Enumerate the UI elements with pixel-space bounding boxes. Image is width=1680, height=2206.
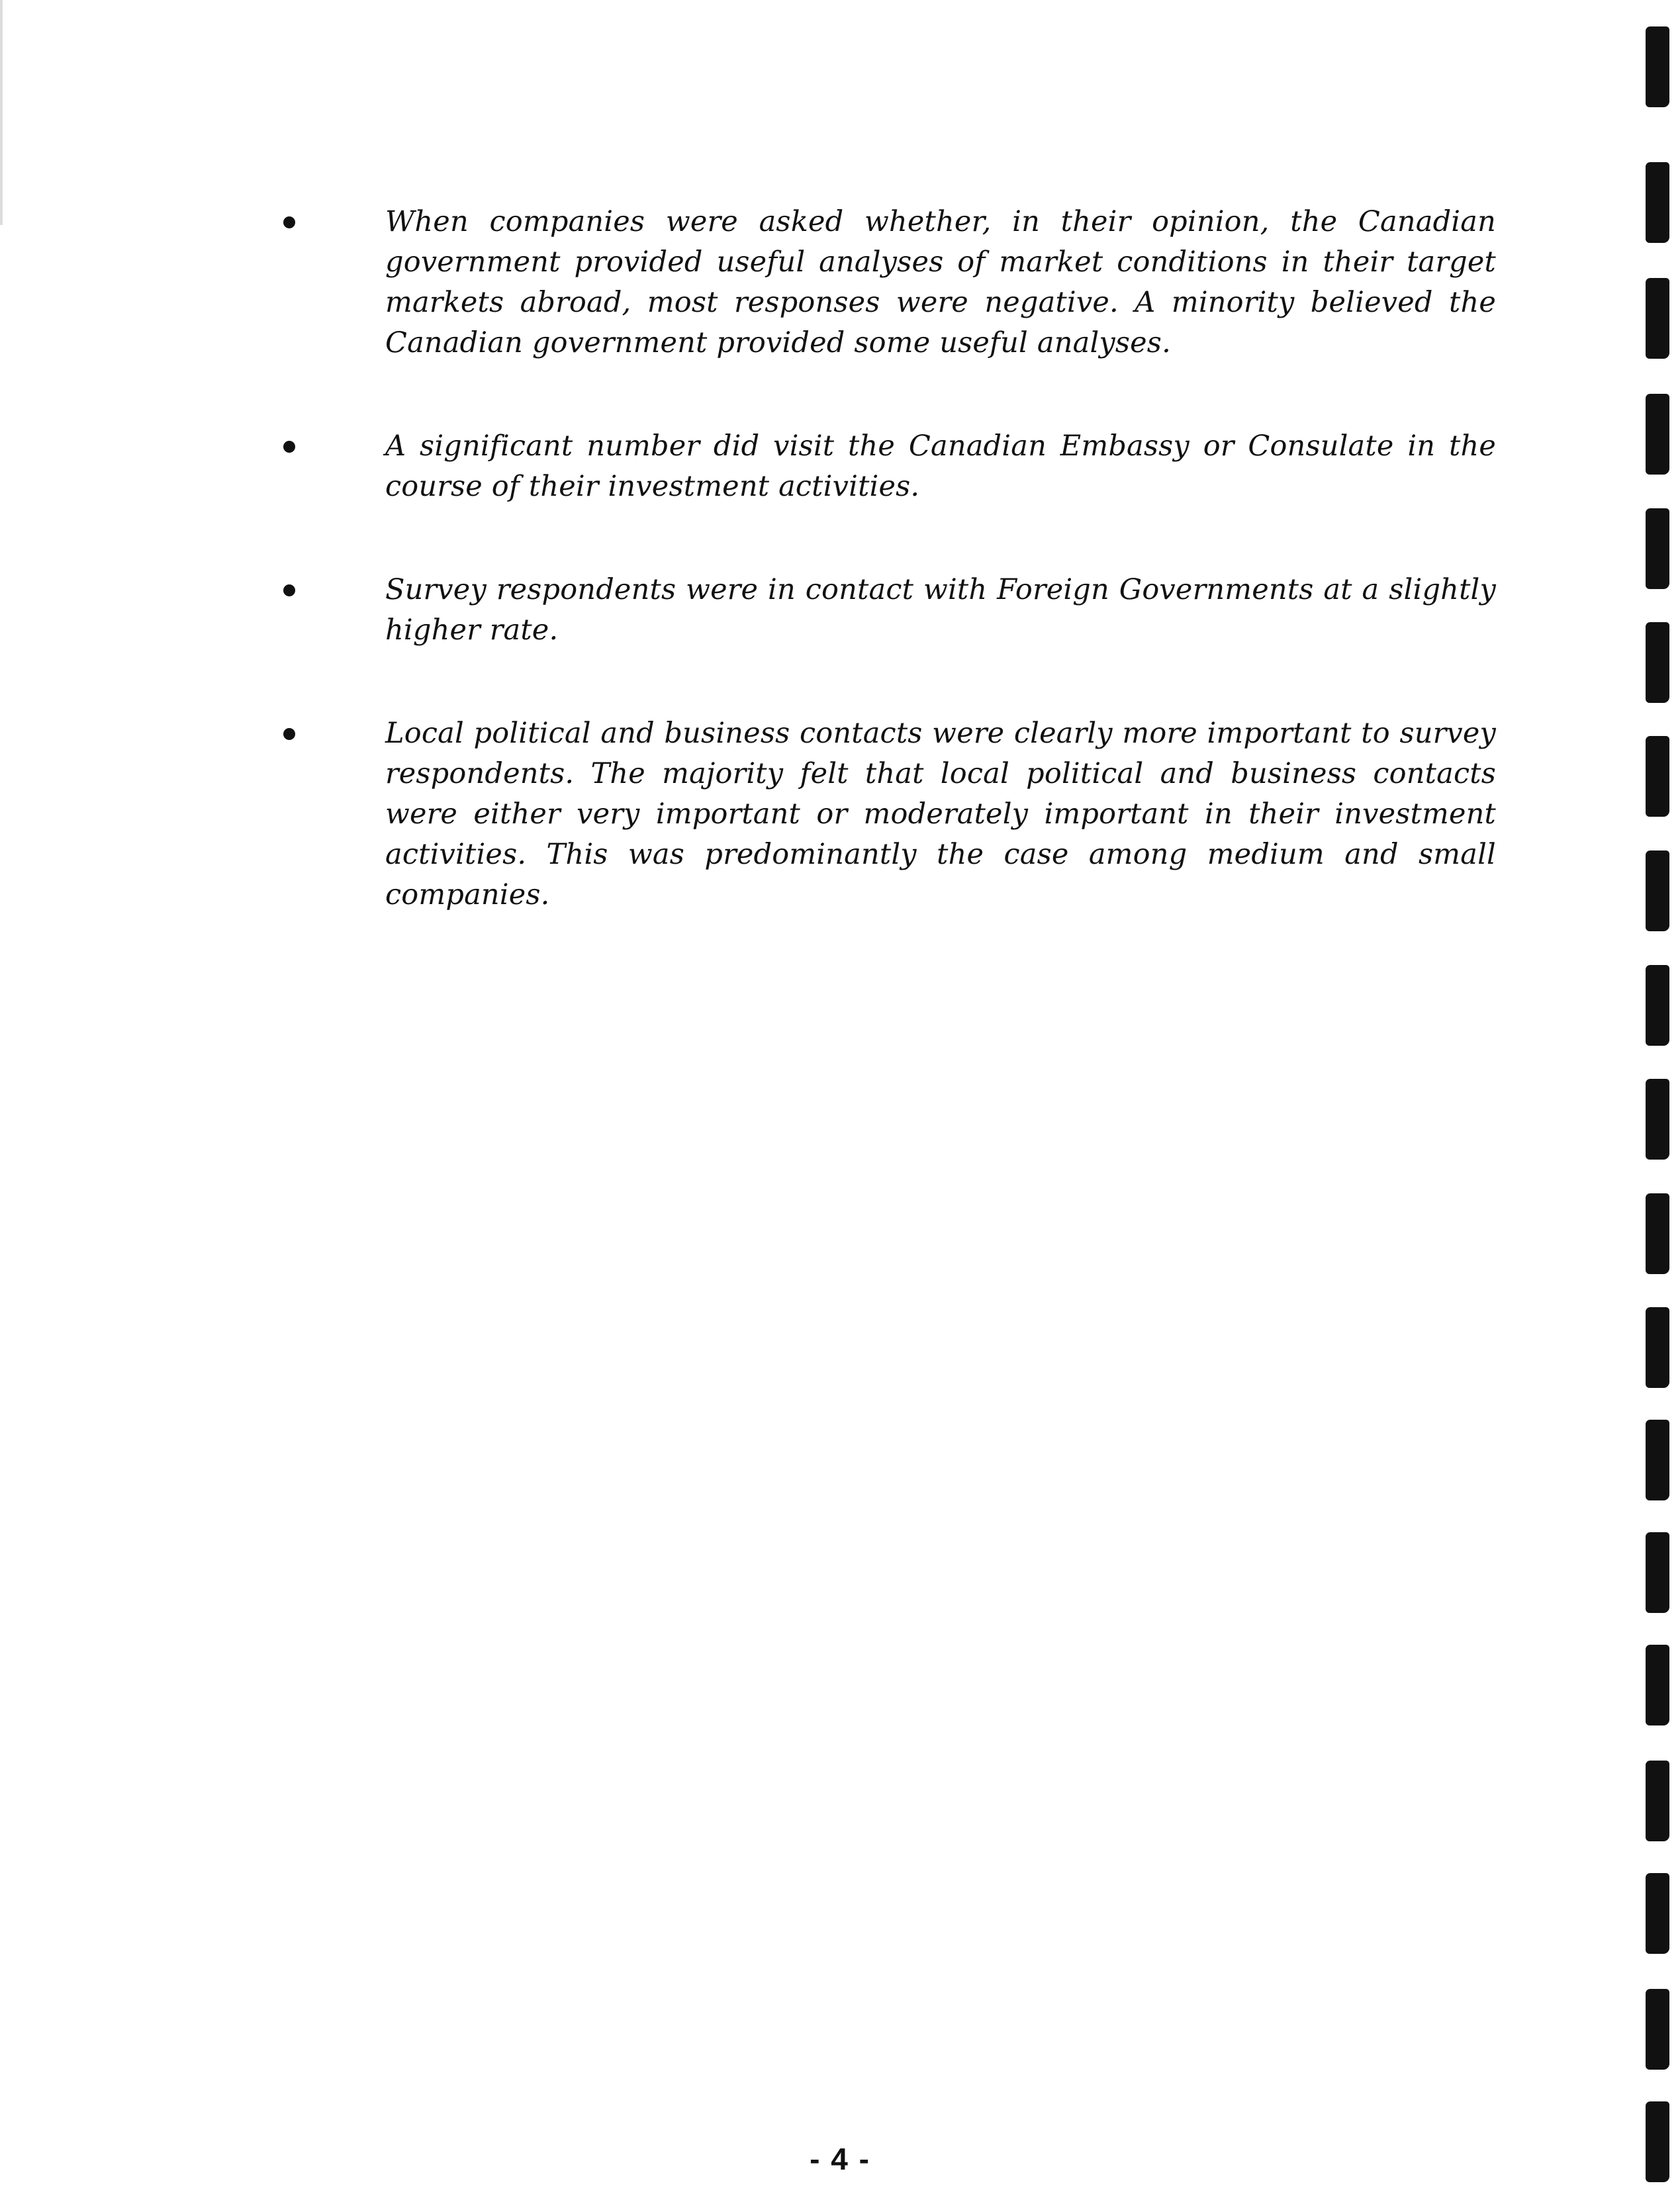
bullet-dot-icon [283, 584, 295, 596]
bullet-text: When companies were asked whether, in their opinion, the Canadian government provided useful analyses of market conditions in their target markets abroad, most responses were negative. A minority believed the Canadian government provided some useful analyses. [385, 205, 1496, 359]
binding-hole-mark [1646, 26, 1669, 107]
binding-hole-mark [1646, 1193, 1669, 1274]
binding-hole-mark [1646, 394, 1669, 475]
bullet-dot-icon [283, 728, 295, 740]
spiral-binding-holes [1614, 0, 1680, 2206]
bullet-item [278, 713, 1496, 915]
binding-hole-mark [1646, 1873, 1669, 1954]
binding-hole-mark [1646, 965, 1669, 1046]
binding-hole-mark [1646, 622, 1669, 703]
bullet-text: A significant number did visit the Canadian Embassy or Consulate in the course of their investment activities. [385, 430, 1496, 503]
page-number: - 4 - [810, 2142, 870, 2176]
binding-hole-mark [1646, 278, 1669, 359]
bullet-dot-icon [283, 216, 295, 228]
binding-hole-mark [1646, 850, 1669, 931]
binding-hole-mark [1646, 2101, 1669, 2182]
binding-hole-mark [1646, 736, 1669, 817]
binding-hole-mark [1646, 1420, 1669, 1500]
binding-hole-mark [1646, 162, 1669, 243]
bullet-item [278, 570, 1496, 651]
scan-edge-shadow [0, 0, 3, 225]
binding-hole-mark [1646, 1307, 1669, 1388]
bullet-dot-icon [283, 441, 295, 453]
bullet-item [278, 426, 1496, 507]
bullet-text: Survey respondents were in contact with Foreign Governments at a slightly higher rate. [385, 573, 1496, 647]
binding-hole-mark [1646, 1079, 1669, 1160]
binding-hole-mark [1646, 1761, 1669, 1841]
binding-hole-mark [1646, 508, 1669, 589]
bullet-item [278, 202, 1496, 363]
binding-hole-mark [1646, 1989, 1669, 2070]
binding-hole-mark [1646, 1532, 1669, 1613]
findings-bullet-list [278, 202, 1496, 978]
bullet-text: Local political and business contacts were clearly more important to survey respondents. The majority felt that local political and business contacts were either very important or moderately important in their investment activities. This was predominantly the case among medium and small companies. [385, 717, 1496, 911]
binding-hole-mark [1646, 1645, 1669, 1725]
